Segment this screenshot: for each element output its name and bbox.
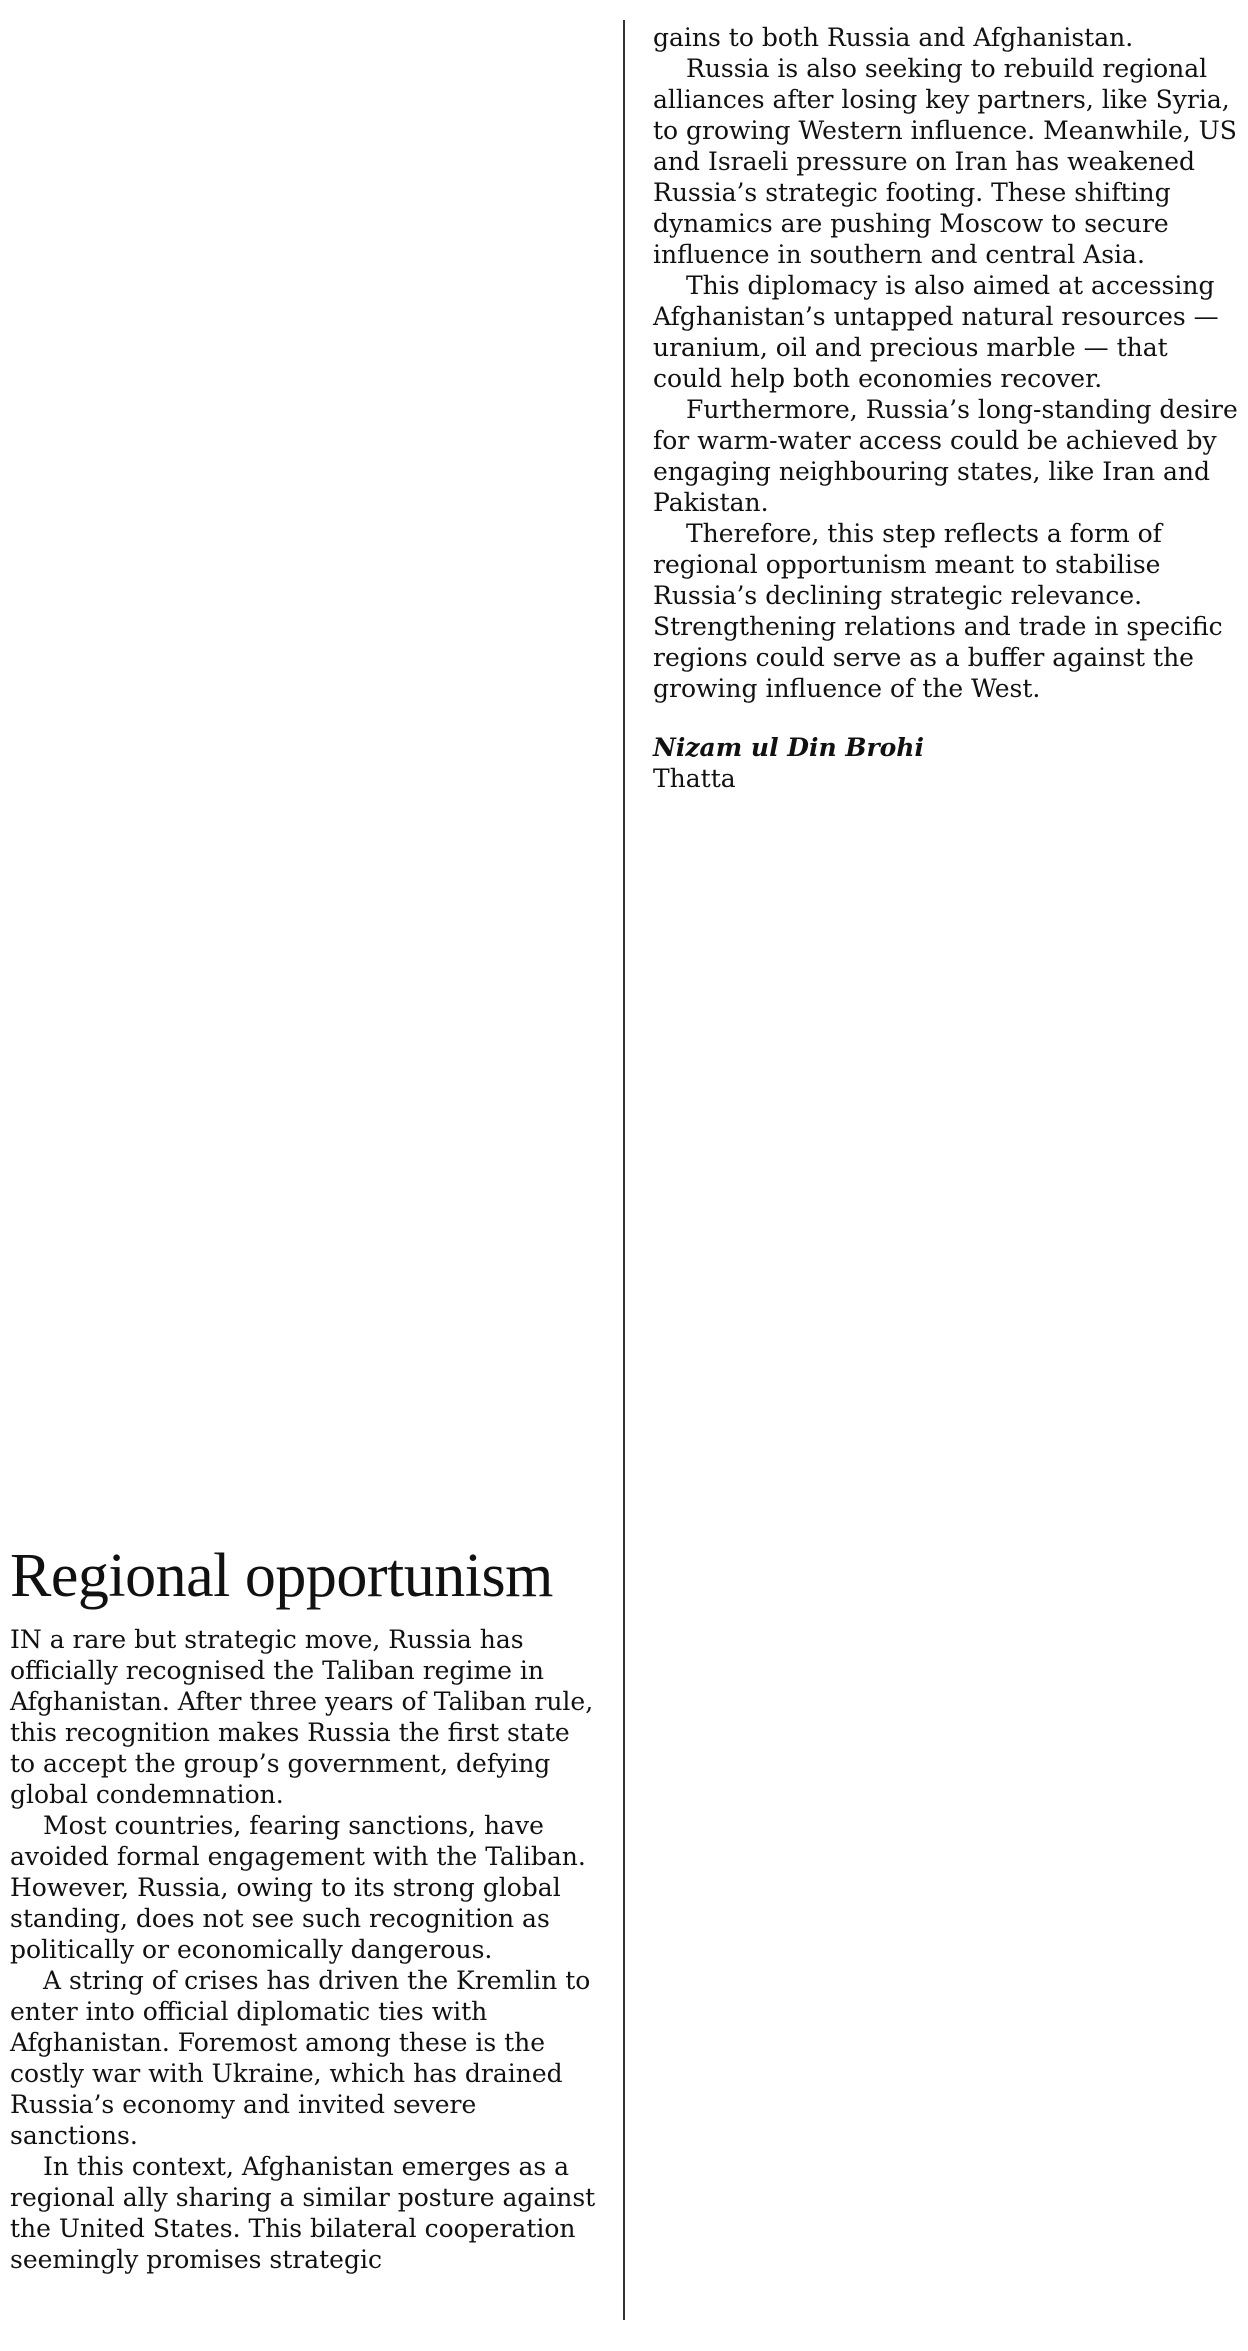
paragraph: In this context, Afghanistan emerges as a regional ally sharing a similar posture against the United States. This bilateral cooperation seemingly promises strategic	[10, 2152, 596, 2274]
paragraph: Therefore, this step reflects a form of regional opportunism meant to stabilise Russia’s declining strategic relevance. Strengthening relations and trade in specific regions could serve as a buffer against the growing influence of the West.	[653, 519, 1223, 703]
opening-paragraph: IN a rare but strategic move, Russia has officially recognised the Taliban regime in Afghanistan. After three years of Taliban rule, this recognition makes Russia the first state to accept the group’s government, defying global condemnation.	[10, 1625, 594, 1809]
headline: Regional opportunism	[10, 1542, 553, 1610]
right-column	[653, 22, 1243, 794]
paragraph: Furthermore, Russia’s long-standing desire for warm-water access could be achieved by engaging neighbouring states, like Iran and Pakistan.	[653, 395, 1238, 517]
paragraph: A string of crises has driven the Kremlin to enter into official diplomatic ties with Afghanistan. Foremost among these is the costly war with Ukraine, which has drained Russia’s economy and invited severe sanctions.	[10, 1966, 591, 2150]
continued-paragraph: gains to both Russia and Afghanistan.	[653, 23, 1134, 52]
paragraph: Russia is also seeking to rebuild regional alliances after losing key partners, like Syria, to growing Western influence. Meanwhile, US and Israeli pressure on Iran has weakened Russia’s strategic footing. These shifting dynamics are pushing Moscow to secure influence in southern and central Asia.	[653, 54, 1237, 269]
paragraph: This diplomacy is also aimed at accessing Afghanistan’s untapped natural resources — uranium, oil and precious marble — that could help both economies recover.	[653, 271, 1219, 393]
left-column	[10, 1540, 600, 2275]
paragraph: Most countries, fearing sanctions, have avoided formal engagement with the Taliban. However, Russia, owing to its strong global standing, does not see such recognition as politically or economically dangerous.	[10, 1811, 586, 1964]
author-location: Thatta	[653, 764, 736, 793]
author-name: Nizam ul Din Brohi	[653, 733, 924, 762]
column-divider	[623, 20, 625, 2320]
